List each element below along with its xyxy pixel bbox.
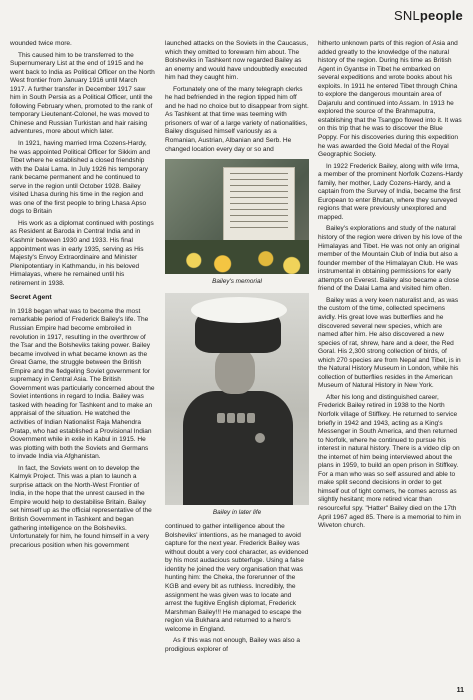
paragraph: In 1922 Frederick Bailey, along with wife Irma, a member of the prominent Norfolk Cozens-Hardy family, her mother, Lady Cozens-Hardy, and a captain from the Survey of India, became the first European to enter Bhutan, where they surveyed regions that were previously unexplored and mapped. bbox=[318, 162, 463, 221]
paragraph: This caused him to be transferred to the Supernumerary List at the end of 1915 and he went back to India as Political Officer on the North West frontier from January 1916 until March 1917. A further transfer in December 1917 saw him in South Persia as a Political Officer, until the following February when, promoted to the rank of temporary Lieutenant-Colonel, he was moved to Chinese and Russian Turkistan and hair raising adventures, more about which later. bbox=[10, 51, 155, 136]
section-heading: Secret Agent bbox=[10, 294, 52, 302]
memorial-photo bbox=[165, 159, 309, 274]
column-2 bbox=[165, 40, 309, 657]
face bbox=[215, 348, 255, 394]
portrait-photo bbox=[165, 293, 309, 505]
paragraph: Fortunately one of the many telegraph clerks he had befriended in the region tipped him off and he had no choice but to disappear from sight. As Tashkent at that time was teeming with prisoners of war of a large variety of nationalities, Bailey disguised himself variously as a Romanian, Austrian, Albanian and Serb. He changed location every day or so and bbox=[165, 85, 309, 153]
header-people: people bbox=[419, 8, 463, 23]
paragraph: Bailey's explorations and study of the natural history of the region were driven by his love of the Himalayas and Tibet. He was not only an original member of the Mountain Club of India but also a founder member of the Himalayan Club. He was instrumental in obtaining permissions for early attempts on Everest. Bailey also became a close friend of the Dalai Lama and visited him often. bbox=[318, 225, 463, 293]
hat-plume bbox=[191, 297, 287, 323]
paragraph: In fact, the Soviets went on to develop the Kalmyk Project. This was a plan to launch a surprise attack on the North-West Frontier of India, in the hope that the unrest caused in the Empire would help to destabilise Britain. Bailey set himself up as the official representative of the British Government in Tashkent and began gathering intelligence on the Bolsheviks. Unfortunately for him, he found himself in a very precarious position when his government bbox=[10, 464, 152, 549]
section-header bbox=[394, 8, 463, 23]
paragraph: wounded twice more. bbox=[10, 40, 72, 47]
paragraph: Bailey was a very keen naturalist and, as was the custom of the time, collected specimens avidly. His great love was butterflies and he discovered several new species, which are named after him. He also discovered a new species of rat, shrew, hare and a deer, the Red Goral. His 2,300 strong collection of birds, of which 270 species are from Nepal and Tibet, is in the Natural History Museum in London, while his collection of butterflies resides in the American Museum of Natural History in New York. bbox=[318, 296, 461, 390]
column-3 bbox=[318, 40, 463, 534]
paragraph: hitherto unknown parts of this region of Asia and added greatly to the knowledge of the natural history of the region. During his time as British Agent in Gyantse in Tibet he embarked on several expeditions and wrote books about his exploits. In 1911 he entered Tibet through China to explore the dangerous mountain area of Dajarulu and continued into Assam. In 1913 he explored the source of the Brahmaputra, establishing that the Tsangpo flowed into it. It was on this trip that he was to discover the Blue Poppy. For his discoveries during this expedition he was awarded the Gold Medal of the Royal Geographic Society. bbox=[318, 40, 462, 159]
paragraph: In 1921, having married Irma Cozens-Hardy, he was appointed Political Officer for Sikkim and Tibet where he established a closed friendship with the Dalai Lama. In July 1926 his temporary rank became permanent and he continued to serve in the region until October 1928. Bailey visited Lhasa during his time in the region and was one of the first people to bring Lhasa Apso dogs to Britain bbox=[10, 140, 150, 216]
memorial-caption: Bailey's memorial bbox=[212, 278, 262, 286]
paragraph: In 1918 began what was to become the most remarkable period of Frederick Bailey's life. The Russian Empire had become embroiled in revolution in 1917, resulting in the overthrow of the Tsar and the Bolsheviks taking power. Bailey became involved in what became known as the Great Game, the struggle between the British Empire and the fledgeling Soviet government for supremacy in Central Asia. The British Government was particularly concerned about the Soviet intentions in regard to India. Bailey was tasked with heading for Tashkent and to make an appraisal of the situation. He watched the activities of Indian Nationalist Raja Mahendra Pratap, who had established a Provisional Indian Government while in exile in Kabul in 1915. He was plotting with both the Soviets and Germans to invade India via Afghanistan. bbox=[10, 307, 155, 461]
portrait-caption: Bailey in later life bbox=[212, 508, 262, 516]
column-1 bbox=[10, 40, 155, 553]
page-number: 11 bbox=[456, 687, 464, 694]
medal bbox=[227, 413, 235, 423]
star-medal bbox=[255, 433, 265, 443]
medal bbox=[217, 413, 225, 423]
daffodils bbox=[165, 240, 309, 274]
memorial-plaque bbox=[223, 167, 295, 244]
paragraph: launched attacks on the Soviets in the Caucasus, which they omitted to forewarn him about. The Bolsheviks in Tashkent now regarded Bailey as an enemy and would have undoubtedly executed him had they caught him. bbox=[165, 40, 309, 82]
medal bbox=[237, 413, 245, 423]
paragraph: continued to gather intelligence about the Bolsheviks' intentions, as he managed to avoid capture for the next year. Frederick Bailey was without doubt a very cool character, as evidenced by his most audacious subterfuge. Using a false identity he joined the very organisation that was hunting him: the Cheka, the forerunner of the KGB and every bit as ruthless. Incredibly, the assignment he was given was to locate and arrest the fugitive English diplomat, Frederick Marshman Bailey!!! He managed to escape the region via Bukhara and returned to a hero's welcome in England. bbox=[165, 523, 309, 633]
uniform bbox=[183, 391, 293, 505]
paragraph: After his long and distinguished career, Frederick Bailey retired in 1938 to the North Norfolk village of Stiffkey. He returned to service briefly in 1942 and 1943, acting as a King's Messenger in South America, and then returned to Norfolk, where he continued to pursue his interest in natural history. There is a video clip on the internet of him being interviewed about the plans in 1959, to build an open prison in Stiffkey. For a man who was so self assured and able to make split second decisions in order to get himself out of tight corners, he comes across as slightly hesitant; more retired vicar than resourceful spy. "Hatter" Bailey died on the 17th April 1967 aged 85. There is a memorial to him in Wiveton church. bbox=[318, 393, 461, 530]
paragraph: His work as a diplomat continued with postings as Resident at Baroda in Central India and in Kashmir between 1930 and 1933. His final appointment was in early 1935, serving as His Majesty's Envoy Extraordinaire and Minister Plenipotentiary in Kathmandu, in his beloved Himalayas, where he remained until his retirement in 1938. bbox=[10, 219, 154, 287]
medal bbox=[247, 413, 255, 423]
paragraph: As if this was not enough, Bailey was also a prodigious explorer of bbox=[165, 637, 301, 653]
header-snl: SNL bbox=[394, 8, 420, 23]
